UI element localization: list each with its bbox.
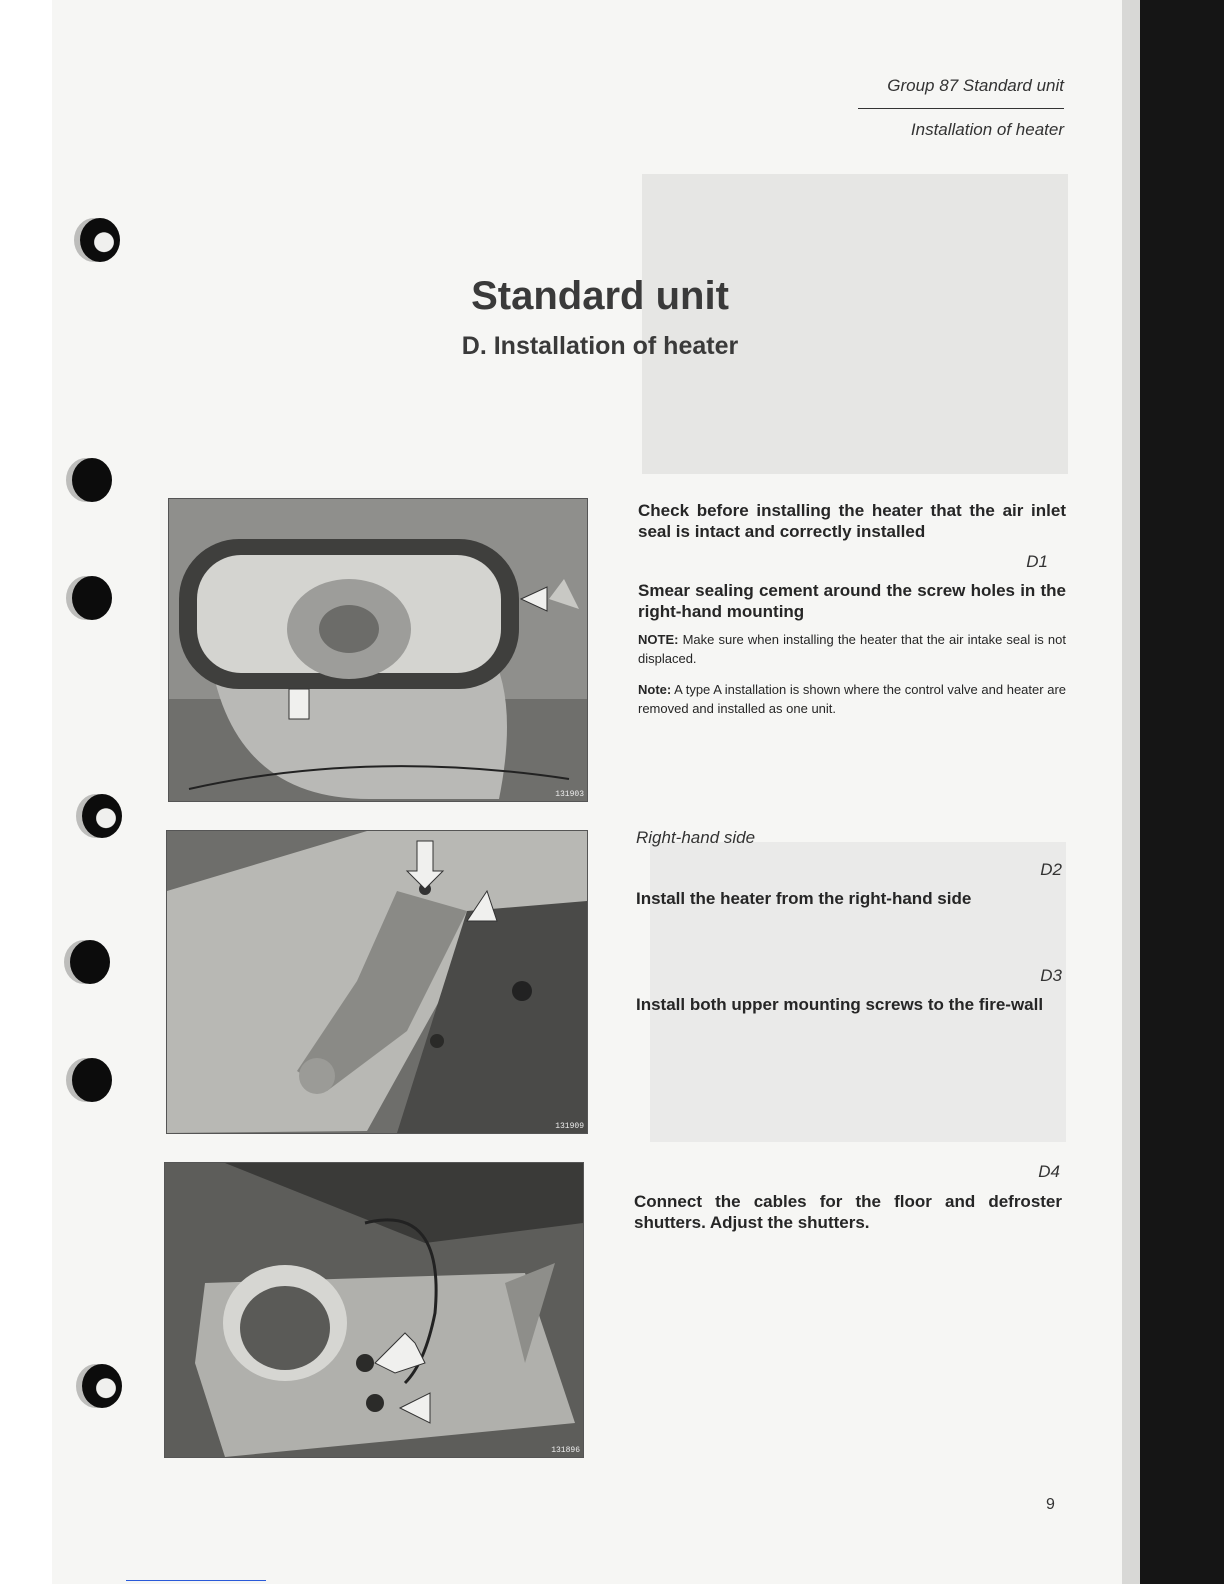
page-subtitle: D. Installation of heater (461, 332, 739, 360)
photo-number: 131903 (555, 790, 584, 799)
note-label: NOTE: (638, 632, 679, 647)
header-divider (858, 108, 1064, 109)
page-title: Standard unit (471, 274, 729, 318)
step-d2-text: Install the heater from the right-hand side (636, 889, 972, 908)
photo-heater-mounting (166, 830, 588, 1134)
note-seal (638, 630, 1066, 668)
photo-air-inlet-seal (168, 498, 588, 802)
show-through-shading (642, 174, 1068, 474)
page-number: 9 (1046, 1496, 1055, 1513)
show-through-shading (650, 842, 1066, 1142)
step-d1-text: Smear sealing cement around the screw holes in the right-hand mounting (638, 581, 1066, 621)
photo-number: 131909 (555, 1122, 584, 1131)
binder-hole (70, 940, 110, 984)
step-id-d3: D3 (1040, 966, 1062, 985)
step-d3-text: Install both upper mounting screws to the fire-wall (636, 995, 1044, 1014)
scanner-background (1140, 0, 1224, 1584)
step-id-d1: D1 (1026, 552, 1048, 571)
binder-hole (80, 218, 120, 262)
photo-shutter-cables (164, 1162, 584, 1458)
note-body: A type A installation is shown where the control valve and heater are removed and installed as one unit. (638, 682, 1066, 716)
note-label: Note: (638, 682, 672, 697)
side-label: Right-hand side (636, 828, 756, 847)
binder-hole (72, 458, 112, 502)
page-edge-shadow (1122, 0, 1140, 1584)
binder-hole (82, 1364, 122, 1408)
binder-hole (72, 576, 112, 620)
link-underline (126, 1580, 266, 1581)
header-section: Installation of heater (910, 120, 1064, 139)
note-type-a (638, 680, 1066, 718)
step-id-d4: D4 (1038, 1162, 1060, 1181)
note-body: Make sure when installing the heater that the air intake seal is not displaced. (638, 632, 1066, 666)
binder-hole (72, 1058, 112, 1102)
binder-hole (82, 794, 122, 838)
step-id-d2: D2 (1040, 860, 1062, 879)
step-check-text: Check before installing the heater that the air inlet seal is intact and correctly installed (638, 501, 1066, 541)
photo-number: 131896 (551, 1446, 580, 1455)
header-group: Group 87 Standard unit (887, 76, 1064, 95)
step-d4-text: Connect the cables for the floor and defroster shutters. Adjust the shutters. (634, 1192, 1062, 1232)
